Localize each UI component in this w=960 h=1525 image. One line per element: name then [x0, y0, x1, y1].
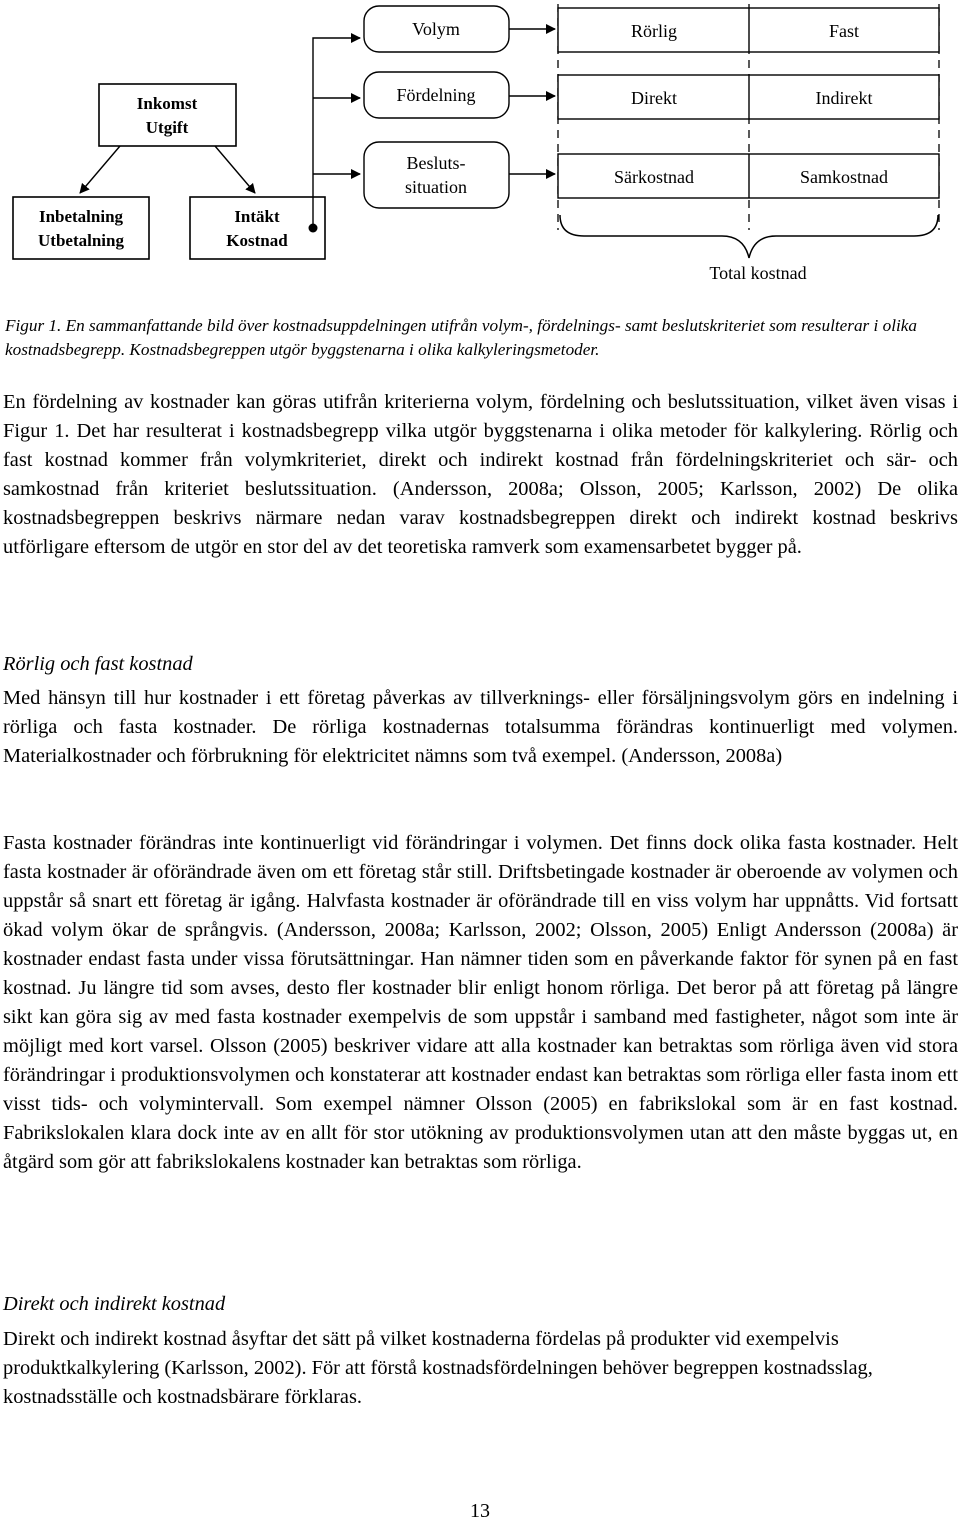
beslut-label-2: situation: [405, 177, 467, 197]
page-number: 13: [470, 1500, 490, 1522]
box-intakt-label: Intäkt: [234, 207, 280, 226]
row-sarkostnad-samkostnad: [558, 154, 939, 198]
box-beslutssituation: [364, 142, 509, 208]
heading-direkt-indirekt: Direkt och indirekt kostnad: [3, 1293, 226, 1315]
box-inbetalning-label: Inbetalning: [38, 207, 124, 226]
box-inkomst-label: Inkomst: [136, 94, 198, 113]
box-inbetalning-utbetalning: [13, 197, 149, 259]
box-utbetalning-label: Utbetalning: [38, 231, 124, 250]
paragraph-fast: Fasta kostnader förändras inte kontinuerligt vid förändringar i volymen. Det finns dock olika fasta kostnader. Helt fasta kostnader är oförändrade även om ett företag står still. Driftsbetingade kostnader är oberoende av volymen och uppstår så snart ett företag är igång. Halvfasta kostnader är oförändrade till en viss volym har uppnåtts. Vid fortsatt ökad volym ökar de språngvis. (Andersson, 2008a; Karlsson, 2002; Olsson, 2005) Enligt Andersson (2008a) är kostnader endast fasta under vissa förutsättningar. Han nämner tiden som en påverkande faktor för synen på en fast kostnad. Ju längre tid som avses, desto fler kostnader blir enligt honom rörliga. Det beror på att företag på längre sikt kan göra sig av med fasta kostnader exempelvis de som uppstår i samband med fastigheter, något som inte är möjligt med kort varsel. Olsson (2005) beskriver vidare att alla kostnader kan betraktas som rörliga även vid stora förändringar i produktionsvolymen och konstaterar att kostnader endast kan betraktas som rörliga eller fasta inom ett visst tids- och volymintervall. Som exempel nämner Olsson (2005) en fabrikslokal som är en fast kostnad. Fabrikslokalen klara dock inte av en allt för stor utökning av produktionsvolymen utan att den måste byggas ut, en åtgärd som gör att fabrikslokalens kostnader kan betraktas som rörliga.: [3, 832, 958, 1173]
indirekt-label: Indirekt: [815, 88, 873, 108]
beslut-label-1: Besluts-: [406, 153, 466, 173]
paragraph-intro: En fördelning av kostnader kan göras utifrån kriterierna volym, fördelning och beslutssituation, vilket även visas i Figur 1. Det har resulterat i kostnadsbegrepp vilka utgör byggstenarna i olika metoder för kalkylering. Rörlig och fast kostnad kommer från volymkriteriet, direkt och indirekt kostnad från fördelningskriteriet och sär- och samkostnad från kriteriet beslutssituation. (Andersson, 2008a; Olsson, 2005; Karlsson, 2002) De olika kostnadsbegreppen beskrivs närmare nedan varav kostnadsbegreppen direkt och indirekt kostnad beskrivs utförligare eftersom de utgör en stor del av det teoretiska ramverk som examensarbetet bygger på.: [3, 391, 958, 558]
samkostnad-label: Samkostnad: [800, 167, 888, 187]
box-intakt-kostnad: [190, 197, 325, 259]
paragraph-direkt: Direkt och indirekt kostnad åsyftar det sätt på vilket kostnaderna fördelas på produkter vid exempelvis produktkalkylering (Karlsson, 2002). För att förstå kostnadsfördelningen behöver begreppen kostnadsslag, kostnadsställe och kostnadsbärare förklaras.: [3, 1328, 873, 1408]
row-direkt-indirekt: [558, 75, 939, 119]
fordelning-label: Fördelning: [396, 85, 476, 105]
rorlig-label: Rörlig: [630, 21, 678, 41]
arrow-to-intakt: [215, 146, 255, 193]
box-volym: [364, 6, 509, 52]
fast-label: Fast: [828, 21, 860, 41]
cost-concept-diagram: [0, 0, 960, 300]
box-kostnad-label: Kostnad: [226, 231, 288, 250]
volym-label: Volym: [412, 19, 460, 39]
box-utgift-label: Utgift: [145, 118, 189, 137]
box-inkomst-utgift: [99, 84, 236, 146]
direkt-label: Direkt: [631, 88, 677, 108]
paragraph-rorlig: Med hänsyn till hur kostnader i ett företag påverkas av tillverknings- eller försäljningsvolym görs en indelning i rörliga och fasta kostnader. De rörliga kostnadernas totalsumma förändras kontinuerligt med volymen. Materialkostnader och förbrukning för elektricitet nämns som två exempel. (Andersson, 2008a): [3, 687, 958, 767]
heading-rorlig-fast: Rörlig och fast kostnad: [3, 653, 193, 675]
total-kostnad-label: Total kostnad: [709, 263, 807, 283]
row-rorlig-fast: [558, 8, 939, 52]
box-fordelning: [364, 72, 509, 118]
sarkostnad-label: Särkostnad: [614, 167, 694, 187]
arrow-to-inbetalning: [80, 146, 120, 193]
figure-caption: Figur 1. En sammanfattande bild över kostnadsuppdelningen utifrån volym-, fördelnings- samt beslutskriteriet som resulterar i olika kostnadsbegrepp. Kostnadsbegreppen utgör byggstenarna i olika kalkyleringsmetoder.: [5, 316, 917, 359]
